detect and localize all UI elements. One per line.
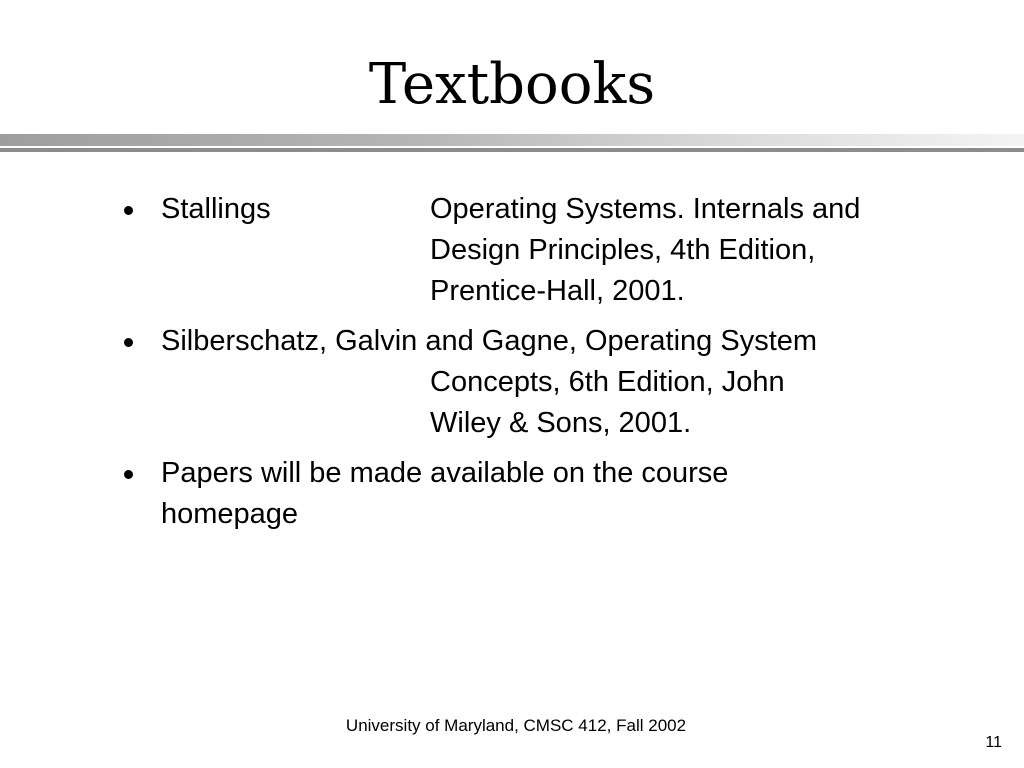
bullet-line: Silberschatz, Galvin and Gagne, Operating System (161, 325, 818, 357)
bullet-line: Concepts, 6th Edition, John (430, 366, 785, 398)
bullet-list (120, 189, 980, 544)
textbook-title: Operating Systems. Internals and (430, 193, 861, 225)
page-number: 11 (985, 734, 1002, 751)
title-divider-line (0, 148, 1024, 152)
bullet-dot-icon (124, 206, 133, 215)
bullet-line: Papers will be made available on the course (161, 457, 729, 489)
slide-title: Textbooks (368, 52, 656, 117)
bullet-dot-icon (124, 470, 133, 479)
bullet-line (161, 189, 980, 230)
textbook-author: Stallings (161, 193, 271, 225)
bullet-line: Wiley & Sons, 2001. (430, 407, 692, 439)
bullet-line: Prentice-Hall, 2001. (430, 275, 685, 307)
bullet-dot-icon (124, 338, 133, 347)
slide-footer: University of Maryland, CMSC 412, Fall 2002 (345, 716, 687, 735)
bullet-item-silberschatz (120, 321, 980, 444)
bullet-item-stallings (120, 189, 980, 312)
bullet-line: Design Principles, 4th Edition, (430, 234, 816, 266)
bullet-line: homepage (161, 498, 299, 530)
bullet-item-papers (120, 453, 980, 535)
title-divider-gradient (0, 134, 1024, 146)
